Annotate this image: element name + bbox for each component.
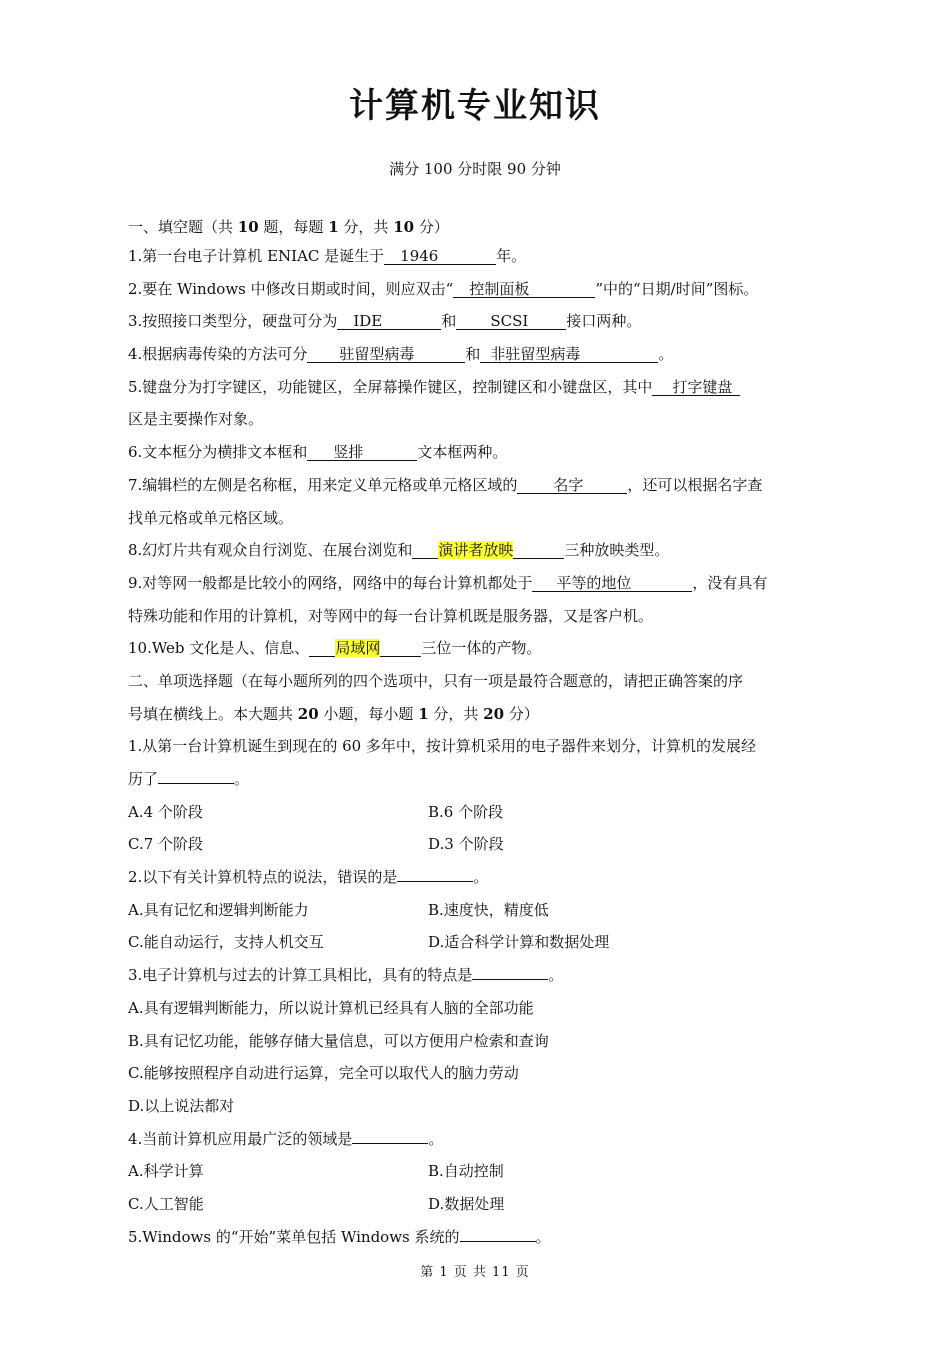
option-b: B.自动控制 — [428, 1162, 504, 1181]
mc-question-5: 5.Windows 的“开始”菜单包括 Windows 系统的 。 — [128, 1221, 826, 1254]
question-9: 9.对等网一般都是比较小的网络，网络中的每台计算机都处于 平等的地位 ，没有具有 — [128, 573, 768, 592]
question-10: 10.Web 文化是人、信息、 局域网 三位一体的产物。 — [128, 639, 542, 658]
answer-blank — [158, 767, 234, 784]
option-b: B.6 个阶段 — [428, 802, 504, 821]
answer-blank — [352, 1127, 428, 1144]
option-b: B.具有记忆功能，能够存储大量信息，可以方便用户检索和查询 — [128, 1031, 549, 1050]
mc-question-4: 4.当前计算机应用最广泛的领域是 。 — [128, 1123, 826, 1156]
answer-blank: 打字键盘 — [652, 378, 740, 396]
option-d: D.以上说法都对 — [128, 1096, 235, 1115]
option-c: C.能够按照程序自动进行运算，完全可以取代人的脑力劳动 — [128, 1064, 519, 1083]
answer-blank: 非驻留型病毒 — [480, 345, 658, 363]
mc-options-row — [128, 796, 826, 829]
mc-options-row — [128, 828, 826, 861]
question-5-continued: 区是主要操作对象。 — [128, 410, 264, 429]
option-b: B.速度快，精度低 — [428, 900, 549, 919]
section2-heading-continued: 号填在横线上。本大题共 20 小题，每小题 1 分，共 20 分） — [128, 704, 539, 723]
section1-heading: 一、填空题（共 10 题，每题 1 分，共 10 分） — [128, 218, 449, 236]
answer-blank: 名字 — [517, 476, 627, 494]
answer-blank: 平等的地位 — [532, 574, 692, 592]
mc-question-2: 2.以下有关计算机特点的说法，错误的是 。 — [128, 861, 826, 894]
answer-blank: IDE — [337, 312, 441, 330]
question-9-continued: 特殊功能和作用的计算机，对等网中的每一台计算机既是服务器，又是客户机。 — [128, 606, 654, 625]
question-4: 4.根据病毒传染的方法可分 驻留型病毒 和 非驻留型病毒 。 — [128, 345, 674, 364]
option-a: A.4 个阶段 — [128, 802, 203, 821]
option-c: C.能自动运行，支持人机交互 — [128, 933, 324, 952]
option-c: C.人工智能 — [128, 1194, 204, 1213]
answer-blank — [460, 1225, 536, 1242]
mc-question-3: 3.电子计算机与过去的计算工具相比，具有的特点是 。 — [128, 959, 826, 992]
document-title: 计算机专业知识 — [349, 86, 601, 126]
option-c: C.7 个阶段 — [128, 835, 204, 854]
mc-options-row — [128, 1155, 826, 1188]
option-a: A.具有记忆和逻辑判断能力 — [128, 900, 309, 919]
option-a: A.科学计算 — [128, 1162, 204, 1181]
highlighted-answer: 演讲者放映 — [438, 541, 514, 560]
page-footer: 第 1 页 共 11 页 — [420, 1265, 530, 1280]
question-8: 8.幻灯片共有观众自行浏览、在展台浏览和 演讲者放映 三种放映类型。 — [128, 541, 670, 560]
question-7: 7.编辑栏的左侧是名称框，用来定义单元格或单元格区域的 名字 ，还可以根据名字查 — [128, 475, 763, 494]
answer-blank — [412, 541, 564, 559]
answer-blank: 1946 — [384, 247, 496, 265]
mc-question-1: 1.从第一台计算机诞生到现在的 60 多年中，按计算机采用的电子器件来划分，计算机的发展经 — [128, 737, 756, 756]
question-5: 5.键盘分为打字键区，功能键区，全屏幕操作键区，控制键区和小键盘区，其中 打字键盘 — [128, 371, 826, 404]
document-subtitle: 满分 100 分时限 90 分钟 — [389, 160, 561, 178]
answer-blank: 竖排 — [307, 443, 417, 461]
answer-blank — [309, 639, 421, 657]
question-3: 3.按照接口类型分，硬盘可分为 IDE 和 SCSI 接口两种。 — [128, 312, 642, 331]
option-d: D.3 个阶段 — [428, 835, 504, 854]
option-d: D.适合科学计算和数据处理 — [428, 933, 610, 952]
document-body — [128, 214, 826, 1253]
question-1: 1.第一台电子计算机 ENIAC 是诞生于 1946 年。 — [128, 247, 527, 265]
mc-options-row — [128, 926, 826, 959]
question-2: 2.要在 Windows 中修改日期或时间，则应双击“ 控制面板 ”中的“日期/时间”图标。 — [128, 279, 759, 298]
answer-blank — [397, 865, 473, 882]
option-d: D.数据处理 — [428, 1194, 505, 1213]
mc-options-row — [128, 894, 826, 927]
question-6: 6.文本框分为横排文本框和 竖排 文本框两种。 — [128, 443, 508, 462]
answer-blank: SCSI — [456, 312, 566, 330]
answer-blank — [472, 963, 548, 980]
highlighted-answer: 局域网 — [335, 639, 381, 658]
section2-heading: 二、单项选择题（在每小题所列的四个选项中，只有一项是最符合题意的，请把正确答案的序 — [128, 671, 744, 690]
option-a: A.具有逻辑判断能力，所以说计算机已经具有人脑的全部功能 — [128, 998, 534, 1017]
question-7-continued: 找单元格或单元格区域。 — [128, 508, 294, 527]
mc-options-row — [128, 1188, 826, 1221]
answer-blank: 驻留型病毒 — [307, 345, 465, 363]
mc-question-1-continued: 历了 。 — [128, 763, 826, 796]
answer-blank: 控制面板 — [453, 280, 595, 298]
